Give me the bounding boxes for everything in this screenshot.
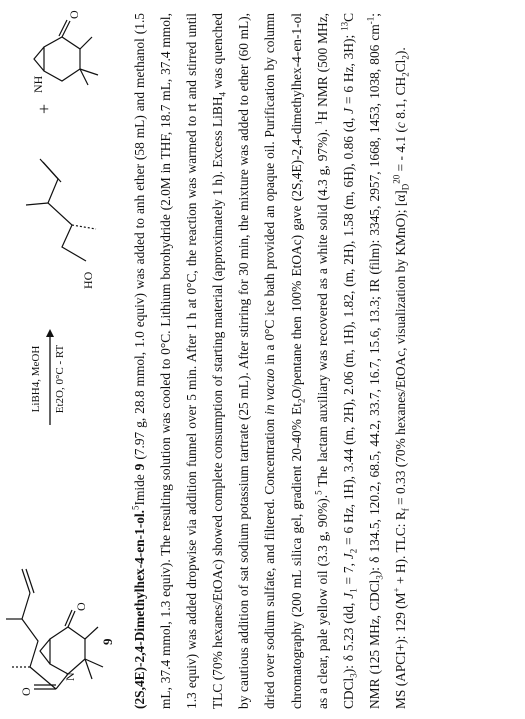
j1-sub: 1 — [348, 588, 359, 593]
sub-4: 4 — [217, 92, 228, 97]
text-s5: The lactam auxiliary was recovered as a white solid (4.3 g, 97%). — [314, 124, 330, 491]
text-s3: in a 0°C ice bath provided an opaque oil. Purification by column chromatography (200 mL silica gel, gradient 20-40% Et — [262, 13, 304, 709]
sub-2: 2 — [296, 398, 307, 403]
yield-footnote-ref: 5 — [313, 490, 324, 495]
compound-title: (2S,4E)-2,4-Dimethylhex-4-en-1-ol. — [132, 510, 147, 709]
compound-label-9: 9 — [100, 638, 115, 645]
sup-plus: + — [391, 587, 402, 593]
italic-in-vacuo: in vacuo — [262, 368, 278, 415]
sub-f: f — [400, 508, 411, 512]
experimental-paragraph — [127, 13, 414, 709]
text-s6: H NMR (500 MHz, CDCl — [314, 13, 356, 709]
atom-o-carbonyl-left: O — [19, 687, 33, 696]
sub-2c: 2 — [400, 55, 411, 60]
sup-1: 1 — [313, 120, 324, 125]
j3: J — [340, 107, 356, 114]
compound-ref-9: 9 — [132, 463, 147, 471]
text-s7d: = 6 Hz, 3H); — [340, 30, 356, 108]
text-s9: ): δ 134.5, 120.2, 68.5, 44.2, 33.7, 16.7, 15.6, 13.3; IR (film): 3345, 2957, 1668, 1453, 1038, 806 cm — [366, 24, 382, 576]
text-s12: = 0.33 (70% hexanes/EtOAc, visualization by KMnO); [α] — [392, 190, 408, 509]
j1: J — [340, 592, 356, 599]
text-s1a: Imide — [132, 470, 147, 506]
sub-2b: 2 — [400, 72, 411, 77]
text-s2: was quenched by cautious addition of sat sodium potassium tartrate (25 mL). After stirring for 30 min, the mixture was added to ether (60 mL), dried over sodium sulfate, and filtered. Concentration — [210, 13, 278, 709]
j2-sub: 2 — [348, 548, 359, 554]
reaction-arrow — [30, 329, 70, 429]
sub-d: D — [400, 183, 411, 191]
sup-13: 13 — [339, 21, 350, 31]
text-s13: = - 4.1 ( — [392, 128, 408, 175]
text-s11: + H). TLC: R — [392, 511, 408, 588]
text-s7b: = 7, — [340, 559, 356, 589]
atom-o-lactam-right: O — [67, 10, 81, 19]
imide-9-structure — [0, 429, 115, 719]
atom-ho: HO — [81, 271, 95, 289]
reagents-below: Et2O, 0°C - RT — [54, 344, 66, 414]
atom-nh: NH — [31, 75, 45, 93]
text-s7c: = 6 Hz, 1H), 3.44 (m, 2H), 2.06 (m, 1H), 1.82, (m, 2H), 1.58 (m, 6H), 0.86 (d, — [340, 113, 356, 549]
lactam-auxiliary-structure — [0, 0, 115, 99]
italic-c: c — [392, 122, 408, 129]
text-s8: C NMR (125 MHz, CDCl — [340, 12, 382, 709]
sub-3a: 3 — [348, 673, 359, 678]
text-s15: Cl — [392, 59, 408, 73]
atom-n-left: N — [63, 672, 77, 681]
sup-20: 20 — [391, 174, 402, 184]
text-s10: ; MS (APCI+): 129 (M — [366, 13, 408, 709]
text-s16: ). — [392, 47, 408, 56]
j2: J — [340, 553, 356, 560]
plus-sign: + — [34, 103, 54, 114]
atom-o-lactam-left: O — [74, 602, 88, 611]
title-footnote-ref: 5 — [130, 505, 141, 511]
text-s7: ): δ 5.23 (dd, — [340, 598, 356, 674]
sub-3b: 3 — [374, 575, 385, 580]
reagents-above: LiBH4, MeOH — [30, 345, 42, 413]
reaction-scheme — [0, 0, 120, 719]
text-s1b: (7.97 g, 28.8 mmol, 1.0 equiv) was added to anh ether (58 mL) and methanol (1.5 mL, 37.4 mmol, 1.3 equiv). The resulting solution was cooled to 0°C. Lithium borohydride (2.0M in THF, 18.7 mL, 37.4 mmol, 1.3 equiv) was added dropwise via addition funnel over 5 min. After 1 h at 0°C, the reaction was warmed to rt and stirred until TLC (70% hexanes/EtOAc) showed complete consumption of starting material (approximately 1 h). Excess LiBH — [132, 13, 226, 709]
sup-minus1: -1 — [365, 16, 376, 25]
text-s4: O/pentane then 100% EtOAc) gave (2S,4E)-2,4-dimethylhex-4-en-1-ol as a clear, pale yellow oil (3.3 g, 90%). — [288, 13, 330, 709]
product-alcohol-structure — [0, 129, 115, 299]
text-s14: 8.1, CH — [392, 76, 408, 123]
